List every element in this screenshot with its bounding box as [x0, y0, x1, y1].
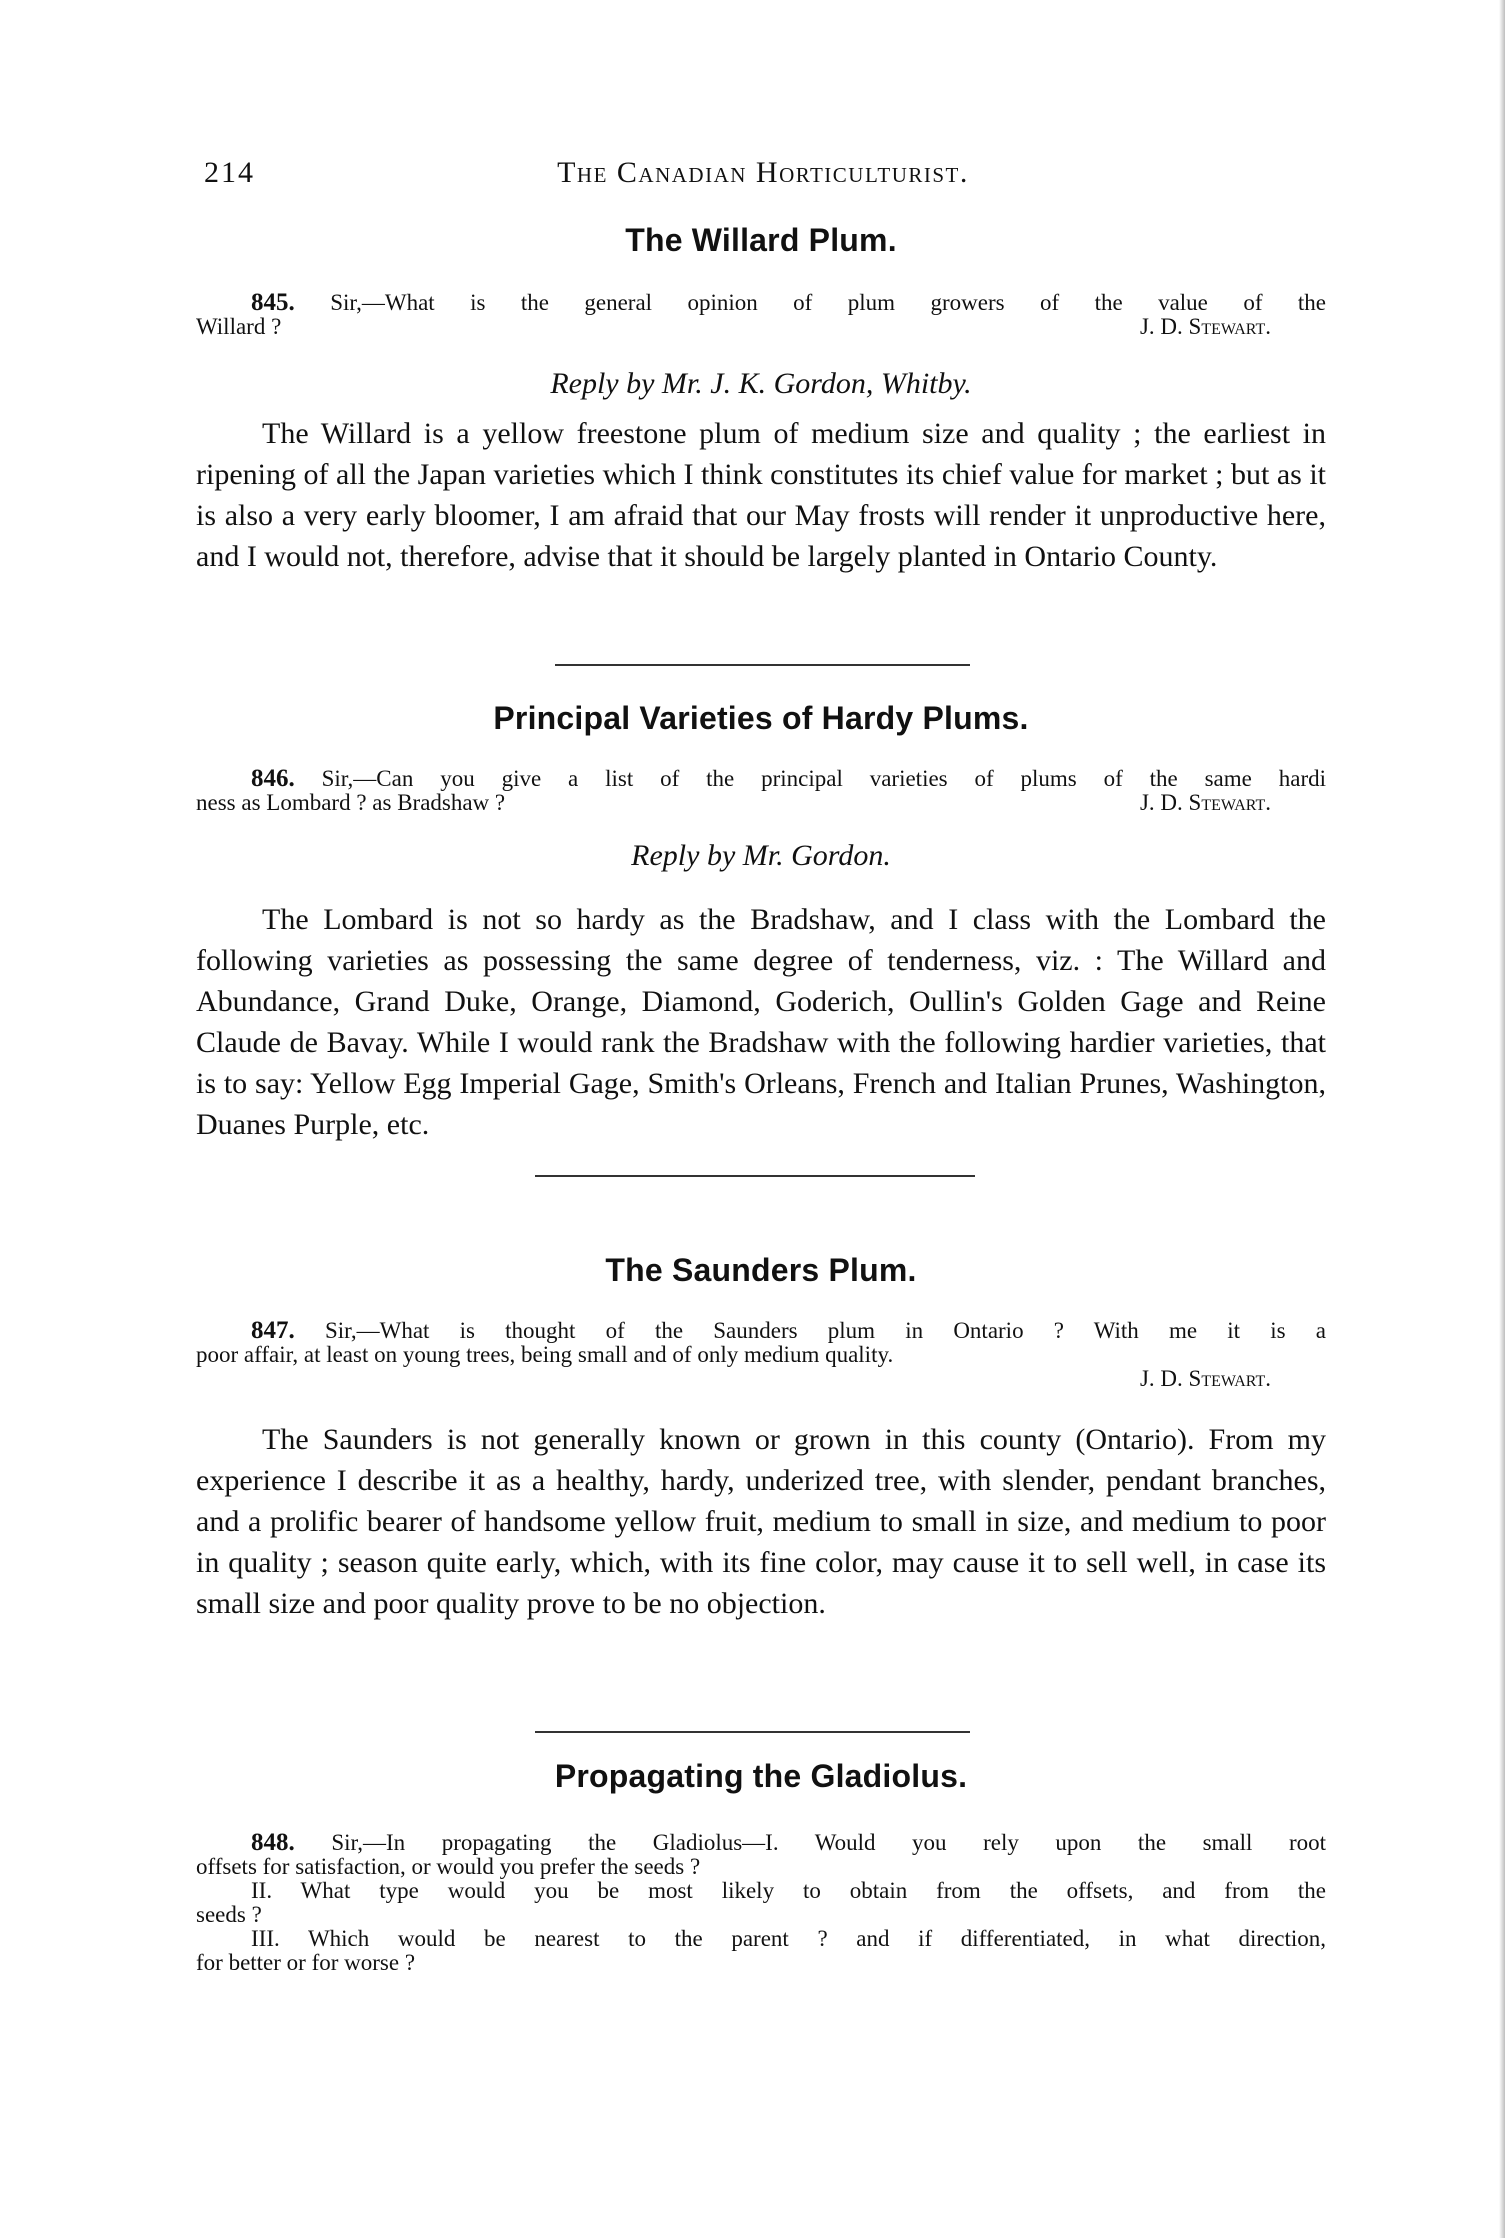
question-line: Sir,—What is thought of the Saunders plum in Ontario ? With me it is a [324, 1318, 1326, 1343]
question-line: II. What type would you be most likely to obtain from the offsets, and from the [251, 1878, 1326, 1903]
question-line: for better or for worse ? [196, 1950, 416, 1975]
question-line: ness as Lombard ? as Bradshaw ? [196, 790, 506, 815]
page-edge-shadow [1499, 0, 1505, 2238]
question-line: seeds ? [196, 1902, 262, 1927]
answer-paragraph: The Willard is a yellow freestone plum of medium size and quality ; the earliest in ripening of all the Japan varieties which I think constitutes its chief value for market ; but as it is also a very early bloomer, I am afraid that our May frosts will render it unproductive here, and I would not, therefore, advise that it should be largely planted in Ontario County. [196, 417, 1326, 573]
question-block [196, 1831, 1326, 1975]
section-divider [555, 664, 970, 666]
question-number: 847. [251, 1317, 295, 1344]
question-line: poor affair, at least on young trees, being small and of only medium quality. [196, 1342, 894, 1367]
question-block [196, 1319, 1326, 1367]
reply-attribution: Reply by Mr. Gordon. [631, 839, 891, 872]
page-number: 214 [204, 156, 255, 189]
signature: J. D. Stewart. [1139, 1366, 1271, 1391]
article-gladiolus [196, 1758, 1326, 1975]
answer-text [196, 1419, 1326, 1624]
answer-paragraph: The Saunders is not generally known or grown in this county (Ontario). From my experience I describe it as a healthy, hardy, underized tree, with slender, pendant branches, and a prolific bearer of handsome yellow fruit, medium to small in size, and medium to poor in quality ; season quite early, which, with its fine color, may cause it to sell well, in case its small size and poor quality prove to be no objection. [196, 1423, 1326, 1620]
question-line: III. Which would be nearest to the parent ? and if differentiated, in what direction, [251, 1926, 1326, 1951]
section-divider [535, 1175, 975, 1177]
article-heading: The Saunders Plum. [605, 1252, 917, 1288]
signature: J. D. Stewart. [1139, 314, 1271, 339]
running-header [198, 156, 1328, 196]
question-line: offsets for satisfaction, or would you prefer the seeds ? [196, 1854, 701, 1879]
article-heading: Principal Varieties of Hardy Plums. [493, 700, 1029, 736]
signature: J. D. Stewart. [1139, 790, 1271, 815]
question-line: Willard ? [196, 314, 282, 339]
answer-text [196, 899, 1326, 1145]
article-saunders-plum [196, 1252, 1326, 1624]
reply-attribution: Reply by Mr. J. K. Gordon, Whitby. [550, 367, 972, 400]
answer-text [196, 413, 1326, 577]
question-line: Sir,—Can you give a list of the principal varieties of plums of the same hardi [321, 766, 1326, 791]
article-willard-plum [196, 222, 1326, 577]
running-title: The Canadian Horticulturist. [557, 156, 969, 189]
article-hardy-plums [196, 700, 1326, 1145]
question-number: 846. [251, 765, 295, 792]
section-divider [535, 1731, 970, 1733]
question-number: 848. [251, 1829, 295, 1856]
question-line: Sir,—What is the general opinion of plum growers of the value of the [330, 290, 1327, 315]
article-heading: Propagating the Gladiolus. [554, 1758, 968, 1794]
answer-paragraph: The Lombard is not so hardy as the Bradshaw, and I class with the Lombard the following varieties as possessing the same degree of tenderness, viz. : The Willard and Abundance, Grand Duke, Orange, Diamond, Goderich, Oullin's Golden Gage and Reine Claude de Bavay. While I would rank the Bradshaw with the following hardier varieties, that is to say: Yellow Egg Imperial Gage, Smith's Orleans, French and Italian Prunes, Washington, Duanes Purple, etc. [196, 903, 1326, 1141]
question-line: Sir,—In propagating the Gladiolus—I. Would you rely upon the small root [331, 1830, 1327, 1855]
question-number: 845. [251, 289, 295, 316]
article-heading: The Willard Plum. [625, 222, 897, 258]
